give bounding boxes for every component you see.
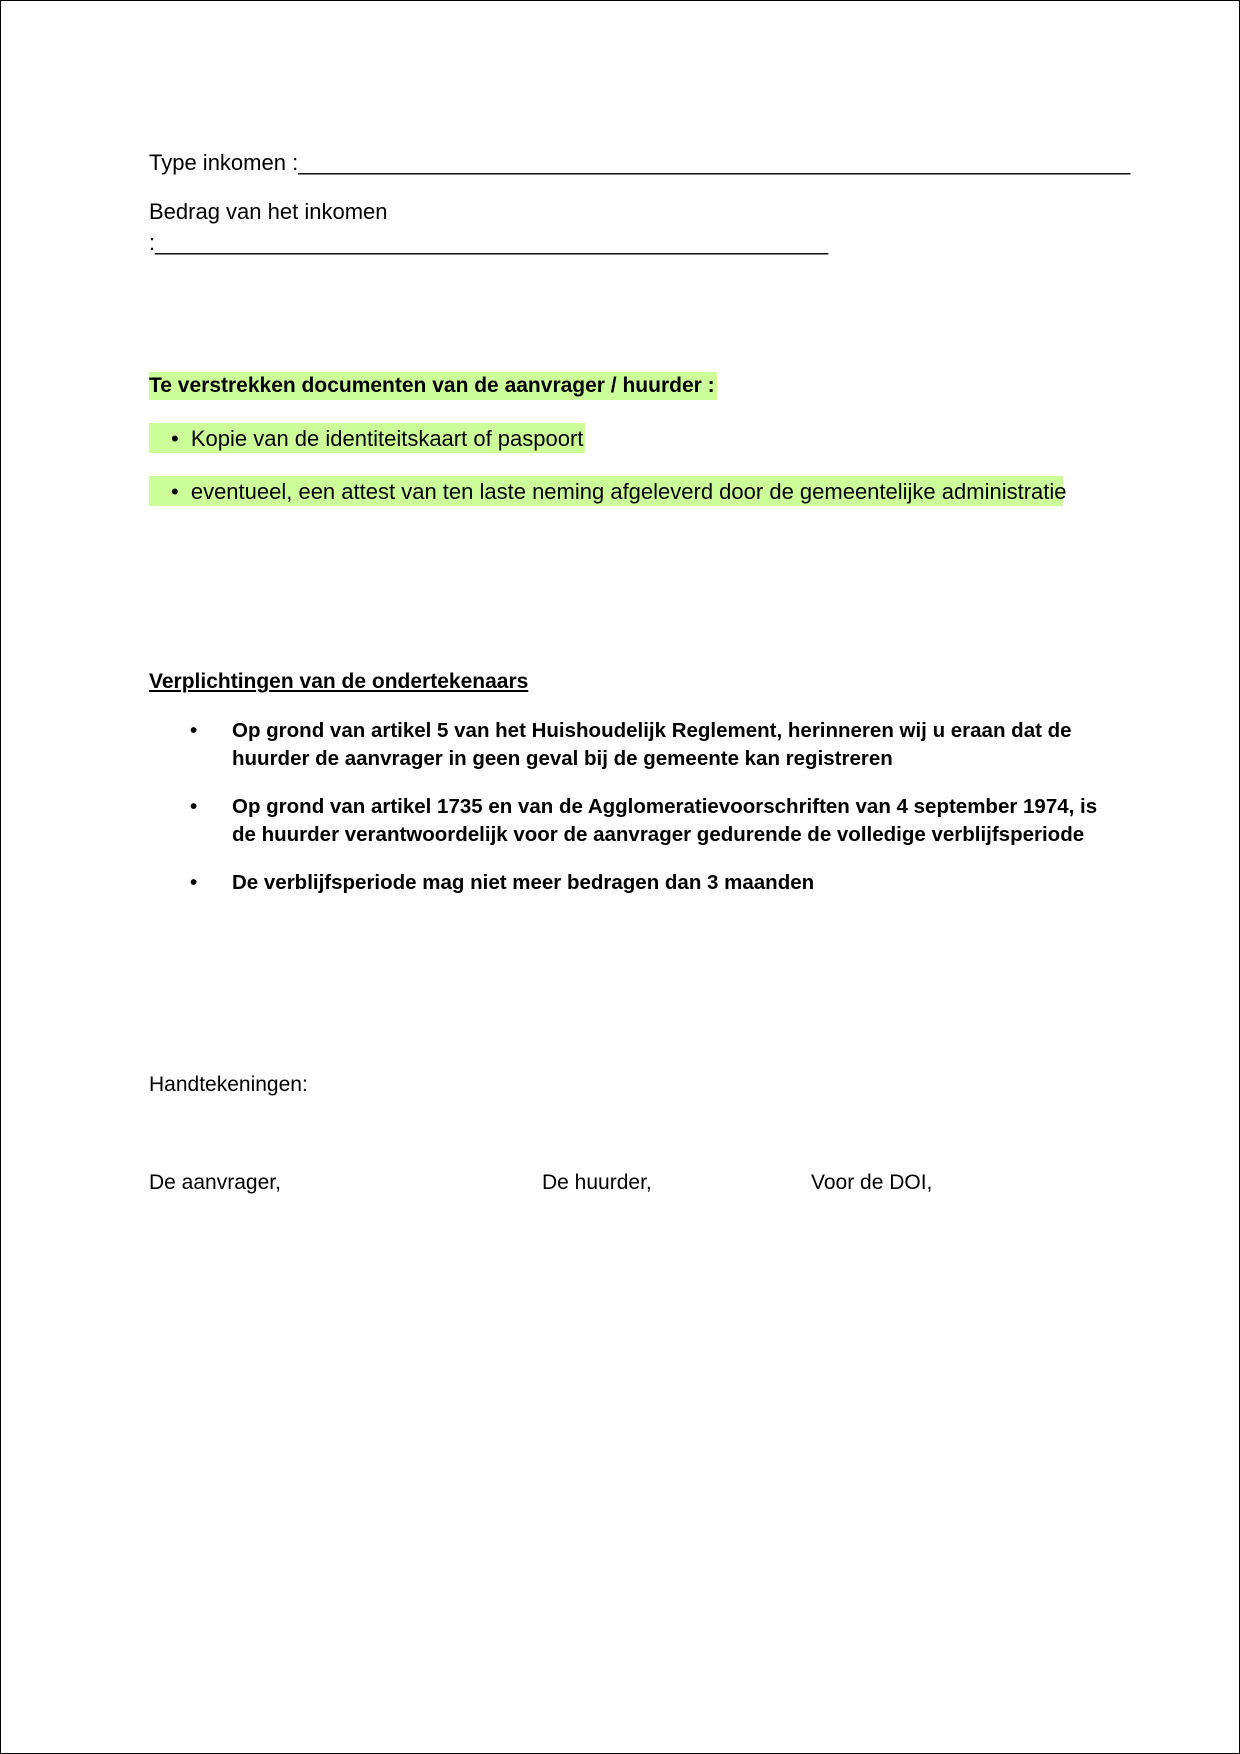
signature-doi: Voor de DOI, (811, 1171, 933, 1194)
obligation-text: Op grond van artikel 5 van het Huishoudelijk Reglement, herinneren wij u eraan dat de huurder de aanvrager in geen geval bij de gemeente kan registreren (232, 719, 1072, 770)
list-item (190, 869, 1100, 897)
signatures-heading: Handtekeningen: (149, 1073, 308, 1096)
obligation-text: Op grond van artikel 1735 en van de Agglomeratievoorschriften van 4 september 1974, is de huurder verantwoordelijk voor de aanvrager gedurende de volledige verblijfsperiode (232, 795, 1098, 846)
bullet-icon: • (171, 426, 179, 451)
documents-heading: Te verstrekken documenten van de aanvrager / huurder : (149, 372, 717, 400)
income-type-field (149, 149, 1130, 177)
obligations-heading: Verplichtingen van de ondertekenaars (149, 670, 529, 693)
income-type-line: ____________________________________________________________________ (298, 150, 1131, 175)
income-amount-line: :_______________________________________________________ (149, 230, 829, 255)
obligations-list (190, 717, 1100, 917)
list-item (190, 793, 1100, 849)
document-item-2-text: eventueel, een attest van ten laste neming afgeleverd door de gemeentelijke administratie (190, 479, 1067, 504)
list-item (190, 717, 1100, 773)
bullet-icon: • (190, 871, 198, 894)
obligation-text: De verblijfsperiode mag niet meer bedragen dan 3 maanden (232, 871, 815, 894)
bullet-icon: • (190, 719, 198, 742)
document-item-2 (171, 478, 1067, 506)
income-amount-label: Bedrag van het inkomen (149, 199, 388, 224)
signature-applicant: De aanvrager, (149, 1171, 281, 1194)
document-item-1 (171, 425, 583, 453)
bullet-icon: • (190, 795, 198, 818)
document-item-1-text: Kopie van de identiteitskaart of paspoort (190, 426, 584, 451)
income-type-label: Type inkomen : (149, 150, 299, 175)
signature-tenant: De huurder, (542, 1171, 652, 1194)
bullet-icon: • (171, 479, 179, 504)
